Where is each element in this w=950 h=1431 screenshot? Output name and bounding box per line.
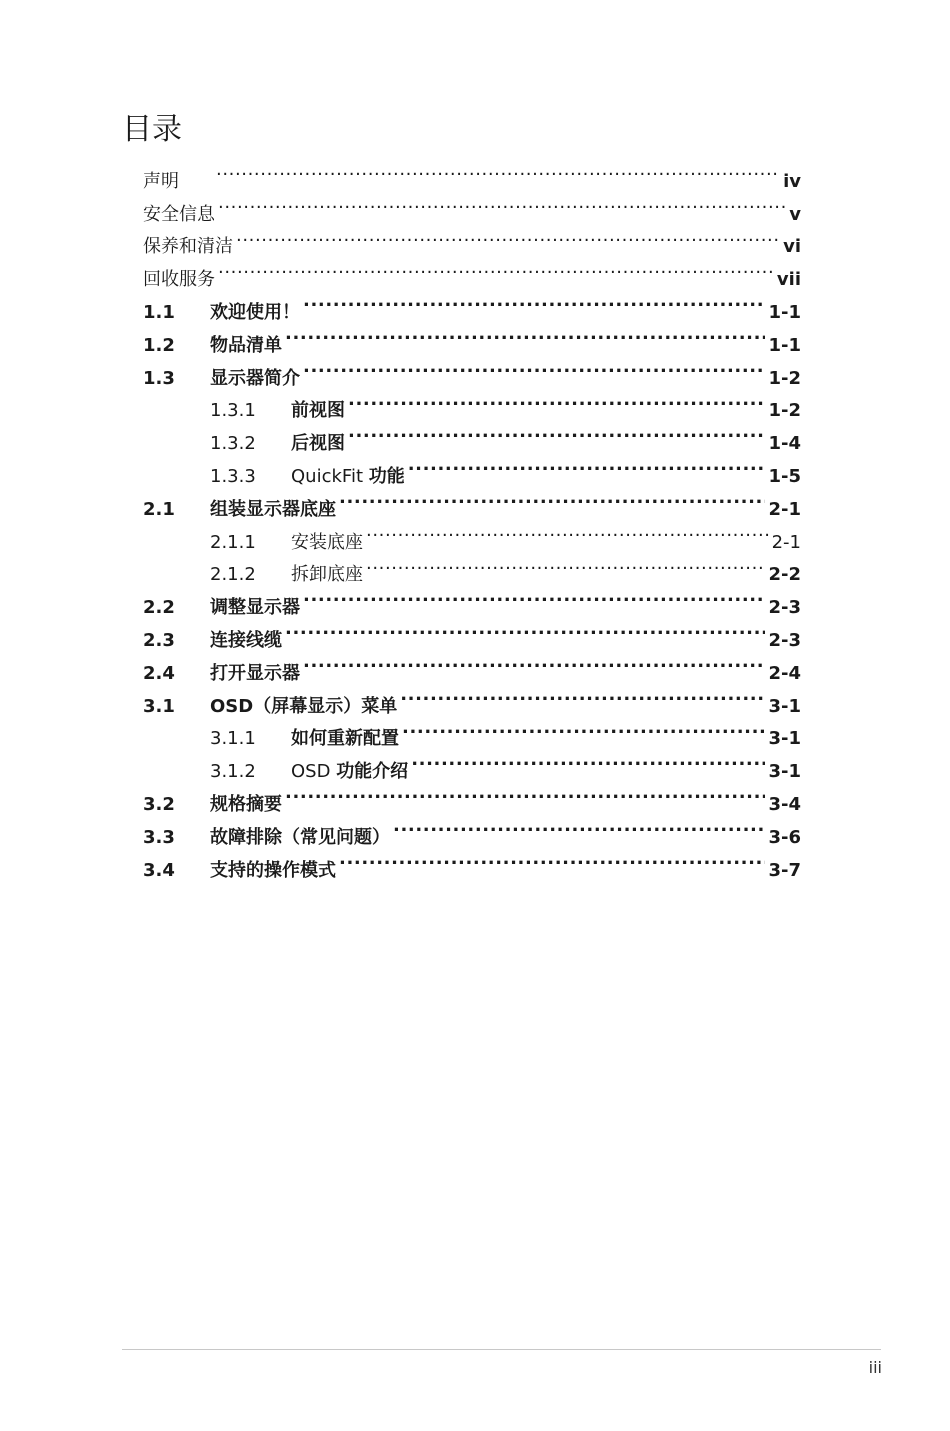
table-of-contents xyxy=(143,154,801,881)
toc-entry-label-text: 显示器简介 xyxy=(210,367,300,389)
toc-entry-label xyxy=(291,428,345,461)
toc-entry-page: 2-3 xyxy=(768,629,801,651)
toc-leader-dots xyxy=(348,416,765,449)
toc-entry-page: iv xyxy=(783,170,801,192)
toc-entry-number: 2.3 xyxy=(143,629,175,651)
toc-entry[interactable] xyxy=(143,154,801,192)
toc-leader-dots xyxy=(303,646,765,679)
toc-entry-label-prefix: OSD xyxy=(291,761,337,783)
toc-leader-dots xyxy=(393,810,765,843)
toc-entry-label xyxy=(210,625,282,658)
toc-entry-label xyxy=(210,855,336,888)
toc-entry-number: 1.3 xyxy=(143,367,175,389)
toc-entry-label-text: 规格摘要 xyxy=(210,793,282,815)
toc-entry[interactable] xyxy=(143,252,801,291)
toc-entry-page: 3-6 xyxy=(768,826,801,848)
toc-leader-dots xyxy=(236,220,780,253)
toc-entry-number: 3.3 xyxy=(143,826,175,848)
toc-entry-label-text: 功能 xyxy=(368,465,405,487)
toc-entry-number: 3.2 xyxy=(143,793,175,815)
toc-entry-label xyxy=(210,363,300,396)
toc-entry-number: 2.1.1 xyxy=(210,531,256,553)
page-title: 目录 xyxy=(122,112,182,147)
toc-entry-number: 3.1.1 xyxy=(210,728,256,750)
toc-entry-page: 2-4 xyxy=(768,662,801,684)
toc-entry-label xyxy=(143,199,215,232)
toc-entry-number: 1.3.1 xyxy=(210,400,256,422)
toc-entry-label-text: 拆卸底座 xyxy=(291,564,363,586)
toc-entry-label-text: 组装显示器底座 xyxy=(210,498,336,520)
toc-entry-page: 2-3 xyxy=(768,597,801,619)
toc-entry-label-text: 打开显示器 xyxy=(210,662,300,684)
toc-leader-dots xyxy=(411,744,765,777)
toc-leader-dots xyxy=(303,580,765,613)
toc-entry-page: 3-7 xyxy=(768,859,801,881)
toc-leader-dots xyxy=(285,613,765,646)
toc-leader-dots xyxy=(303,285,765,318)
toc-leader-dots xyxy=(216,154,780,187)
toc-leader-dots xyxy=(366,515,769,548)
toc-entry-label-text: 前视图 xyxy=(291,400,345,422)
toc-entry-label-text: 欢迎使用！ xyxy=(210,301,300,323)
toc-entry-number: 3.1 xyxy=(143,695,175,717)
toc-entry-number: 3.1.2 xyxy=(210,761,256,783)
toc-entry-page: 1-5 xyxy=(768,465,801,487)
toc-leader-dots xyxy=(408,449,766,482)
toc-entry-number: 2.1.2 xyxy=(210,564,256,586)
toc-leader-dots xyxy=(402,712,765,745)
toc-entry-label-text: 声明 xyxy=(143,170,179,192)
toc-leader-dots xyxy=(400,679,765,712)
toc-entry-page: 1-2 xyxy=(768,367,801,389)
toc-entry-label-text: OSD（屏幕显示）菜单 xyxy=(210,695,398,717)
toc-entry-label-text: 调整显示器 xyxy=(210,597,300,619)
toc-leader-dots xyxy=(218,252,774,285)
toc-entry-label-text: 回收服务 xyxy=(143,269,215,291)
toc-entry-label xyxy=(210,691,397,724)
toc-entry-label-prefix: QuickFit xyxy=(291,465,369,487)
toc-entry-number: 1.3.2 xyxy=(210,433,256,455)
toc-entry-page: v xyxy=(789,203,801,225)
toc-entry-label xyxy=(210,494,336,527)
toc-entry-page: vii xyxy=(776,269,801,291)
toc-entry-number: 2.1 xyxy=(143,498,175,520)
toc-entry[interactable] xyxy=(143,220,801,258)
toc-entry[interactable] xyxy=(143,187,801,225)
toc-entry-label xyxy=(291,723,399,756)
footer-divider xyxy=(122,1349,881,1350)
toc-entry-number: 3.4 xyxy=(143,859,175,881)
toc-entry-label xyxy=(210,330,282,363)
toc-entry-label-text: 支持的操作模式 xyxy=(210,859,336,881)
toc-leader-dots xyxy=(303,351,765,384)
toc-entry-page: 3-4 xyxy=(768,793,801,815)
toc-leader-dots xyxy=(285,777,765,810)
toc-entry-page: vi xyxy=(783,236,801,258)
toc-entry-label-text: 安全信息 xyxy=(143,203,215,225)
toc-entry-label xyxy=(210,658,300,691)
toc-entry-label xyxy=(143,264,215,297)
toc-entry-page: 1-1 xyxy=(768,334,801,356)
toc-leader-dots xyxy=(339,843,765,876)
toc-leader-dots xyxy=(366,548,765,581)
toc-entry-label xyxy=(210,789,282,822)
toc-entry-page: 3-1 xyxy=(768,761,801,783)
toc-entry-label-text: 后视图 xyxy=(291,433,345,455)
toc-entry-label-text: 连接线缆 xyxy=(210,629,282,651)
toc-entry-label xyxy=(291,395,345,428)
toc-entry-label-text: 物品清单 xyxy=(210,334,282,356)
toc-entry-number: 2.4 xyxy=(143,662,175,684)
toc-entry-label-text: 保养和清洁 xyxy=(143,236,233,258)
toc-leader-dots xyxy=(218,187,786,220)
toc-entry-page: 3-1 xyxy=(768,695,801,717)
toc-entry-page: 2-1 xyxy=(768,498,801,520)
toc-entry-page: 1-1 xyxy=(768,301,801,323)
toc-entry-number: 2.2 xyxy=(143,597,175,619)
toc-entry-label xyxy=(291,527,363,560)
toc-entry[interactable] xyxy=(143,285,801,323)
toc-entry-page: 1-2 xyxy=(768,400,801,422)
toc-leader-dots xyxy=(285,318,765,351)
toc-entry-label-text: 如何重新配置 xyxy=(291,728,399,750)
toc-entry-page: 2-1 xyxy=(771,531,801,553)
toc-leader-dots xyxy=(339,482,765,515)
toc-entry-label-text: 安装底座 xyxy=(291,531,363,553)
toc-leader-dots xyxy=(348,384,765,417)
toc-entry-page: 1-4 xyxy=(768,433,801,455)
toc-entry-label xyxy=(143,166,213,199)
toc-entry-page: 2-2 xyxy=(768,564,801,586)
toc-entry-page: 3-1 xyxy=(768,728,801,750)
toc-entry-number: 1.2 xyxy=(143,334,175,356)
page-number: iii xyxy=(868,1358,882,1377)
toc-entry-number: 1.3.3 xyxy=(210,465,256,487)
toc-entry-number: 1.1 xyxy=(143,301,175,323)
toc-entry-label-text: 故障排除（常见问题） xyxy=(210,826,390,848)
toc-entry-label-text: 功能介绍 xyxy=(336,761,409,783)
